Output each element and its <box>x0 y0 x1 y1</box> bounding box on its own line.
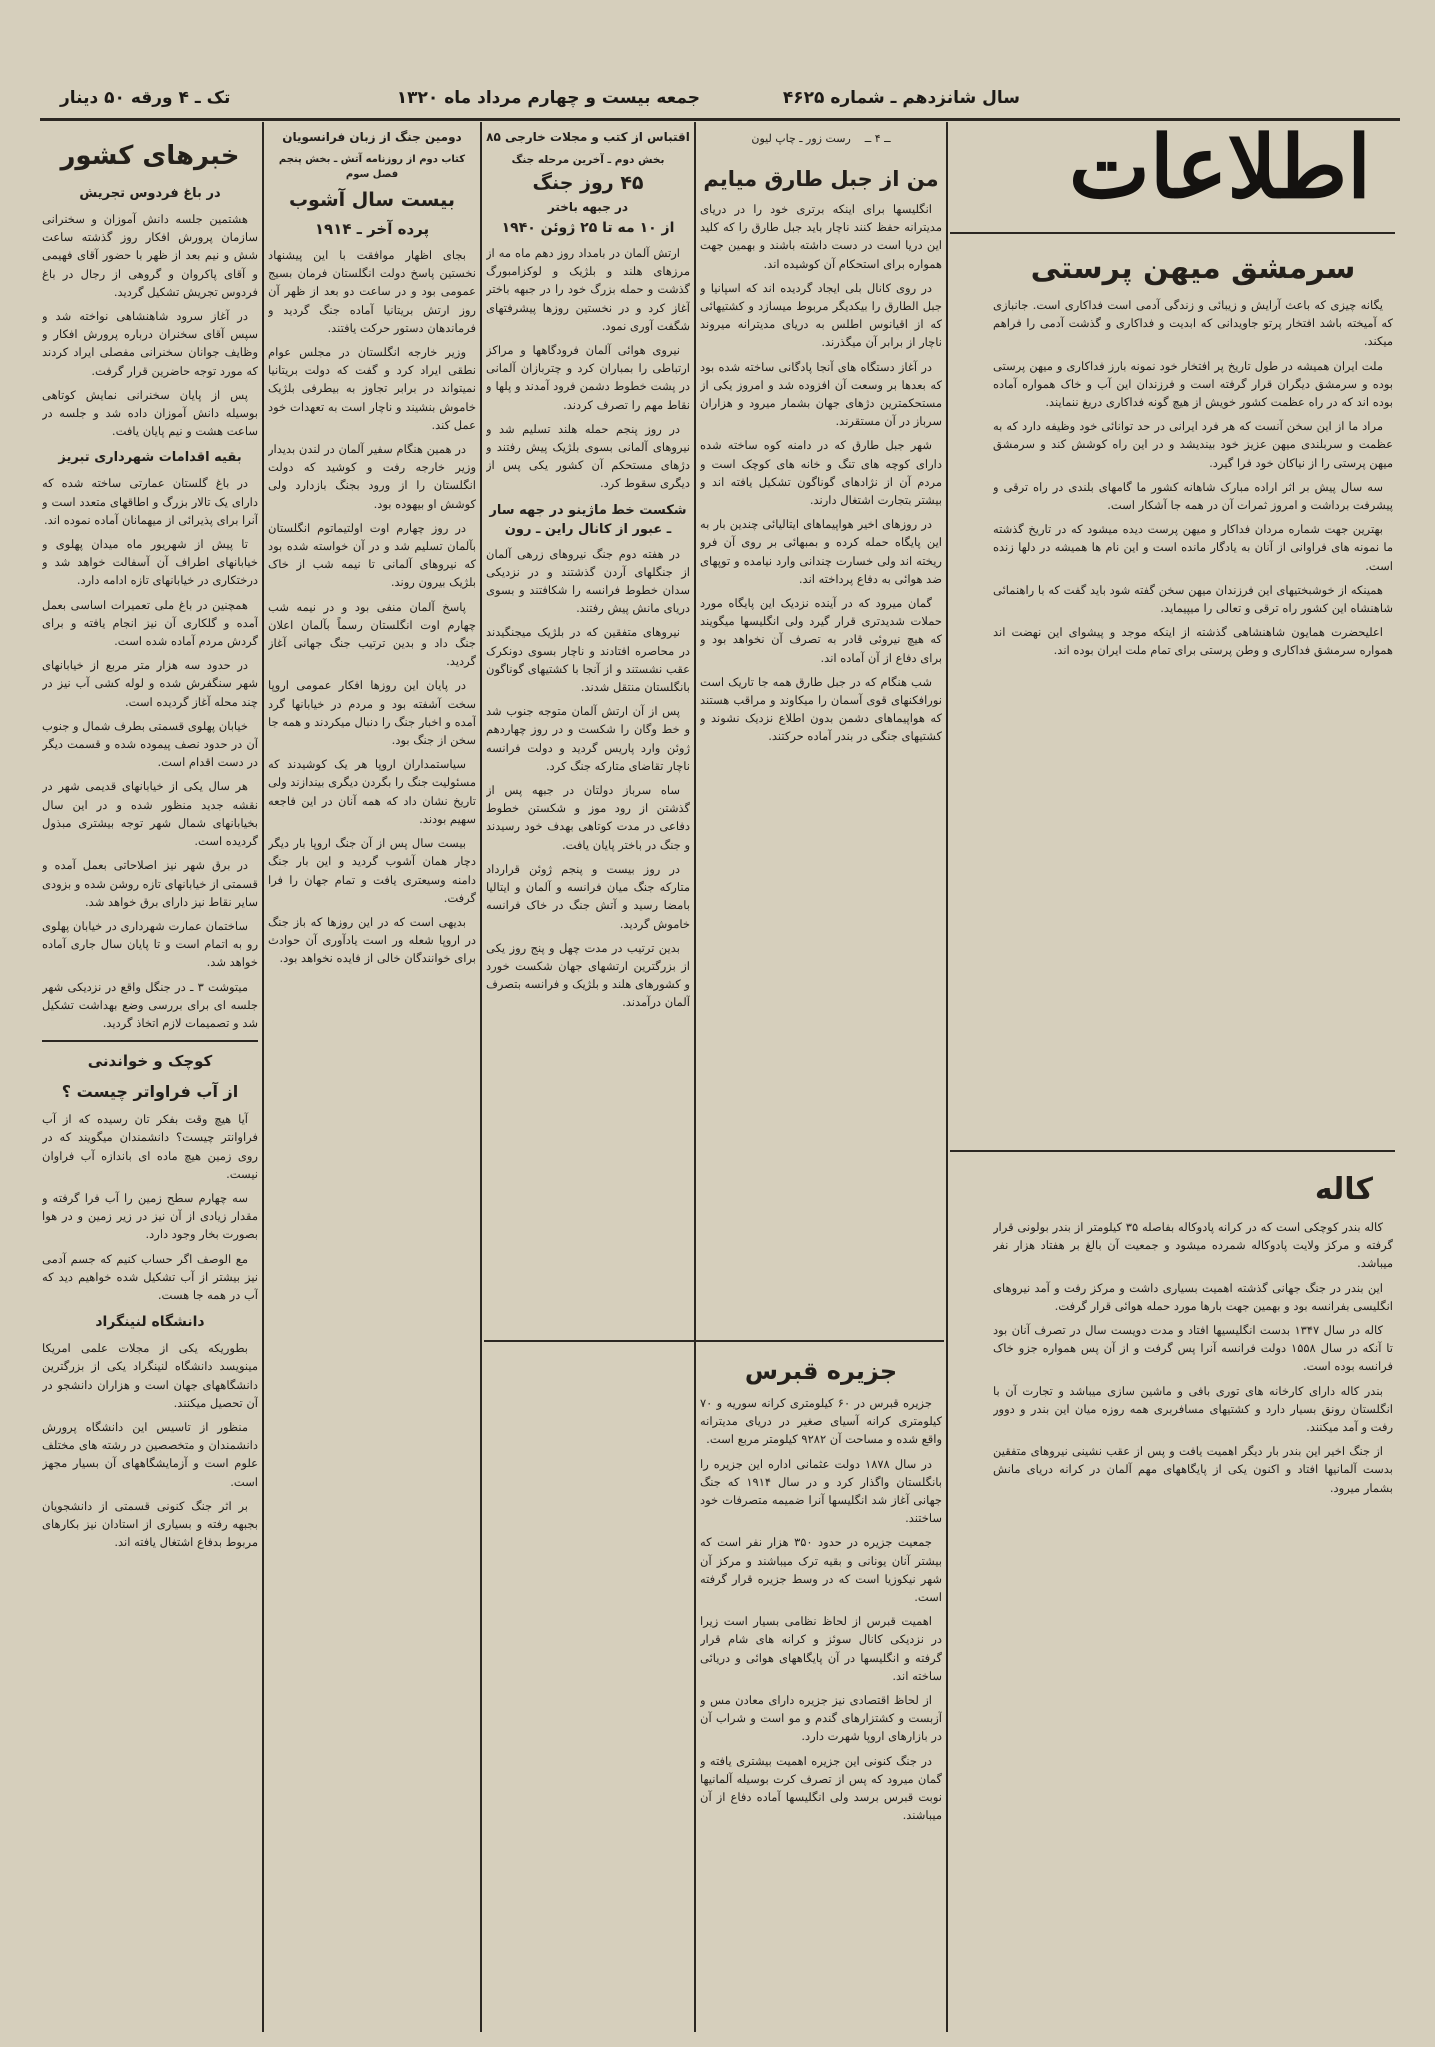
cyprus-paragraph: در سال ۱۸۷۸ دولت عثمانی اداره این جزیره را بانگلستان واگذار کرد و در سال ۱۹۱۴ که جنگ جهانی آغاز شد انگلیسها آنرا ضمیمه متصرفات خود ساختند. <box>700 1456 942 1526</box>
gibraltar-paragraph: در روی کانال بلی ایجاد گردیده اند که اسپانیا و جبل الطارق را بیکدیگر مربوط میسازد و کشتیهائی که از اقیانوس اطلس به دریای مدیترانه میروند ناچار از برابر آن میگذرند. <box>700 280 942 350</box>
gibraltar-article <box>700 156 942 1341</box>
col2-topline <box>700 126 942 154</box>
war45-paragraph: در هفته دوم جنگ نیروهای زرهی آلمان از جنگلهای آردن گذشتند و در نزدیکی سدان خطوط فرانسه را شکافتند و بسوی دریای مانش پیش رفتند. <box>486 546 690 616</box>
twenty-years-subhead: کتاب دوم از روزنامه آتش ـ بخش پنجم فصل سوم <box>278 154 466 180</box>
domestic-news-paragraph: در باغ گلستان عمارتی ساخته شده که دارای یک تالار بزرگ و اطاقهای متعدد است و آنرا برای پذیرائی از میهمانان آماده نموده اند. <box>42 476 258 527</box>
war45-midhead: شکست خط ماژینو در جهه سار ـ عبور از کانال راین ـ رون <box>489 502 687 537</box>
cyprus-title: جزیره قبرس <box>744 1357 898 1385</box>
domestic-news-sub2: بقیه اقدامات شهرداری تبریز <box>58 450 242 466</box>
war45-paragraph: ارتش آلمان در بامداد روز دهم ماه مه از مرزهای هلند و بلژیک و لوکزامبورگ گذشت و حمله بزرگ خود را در جبهه باختر آغاز کرد و در نخستین روزها پیشرفتهای شگفت آوری نمود. <box>486 246 690 333</box>
twenty-years-header: دومین جنگ از زبان فرانسویان <box>282 130 462 144</box>
editorial-paragraph: سه سال پیش بر اثر اراده مبارک شاهانه کشور ما گامهای بلندی در راه ترقی و پیشرفت برداشت و امروز ثمرات آن در همه جا آشکار است. <box>993 479 1393 513</box>
war45-paragraph: ساه سرباز دولتان در جبهه پس از گذشتن از رود موز و شکستن خطوط دفاعی در مدت کوتاهی بهدف خود رسیدند و جنگ در باختر پایان یافت. <box>486 783 690 852</box>
twenty-years-paragraph: بجای اظهار موافقت با این پیشنهاد نخستین پاسخ دولت انگلستان فرمان بسیج عمومی بود و در ساعت دو بعد از ظهر آن روز ارتش بریتانیا آماده جنگ گردید و فرماندهان دستور حرکت یافتند. <box>268 248 476 335</box>
war45-header: اقتباس از کتب و مجلات خارجی ۸۵ <box>486 130 690 144</box>
domestic-news-paragraph: در آغاز سرود شاهنشاهی نواخته شد و سپس آقای سخنران درباره پرورش افکار و وظایف جوانان سخنرانی مفصلی ایراد کردند که مورد توجه حاضرین قرار گرفت. <box>42 309 258 378</box>
war45-paragraph: در روز بیست و پنجم ژوئن قرارداد متارکه جنگ میان فرانسه و آلمان و ایتالیا بامضا رسید و آتش جنگ در خاک فرانسه خاموش گردید. <box>486 861 690 931</box>
domestic-news-paragraph: میتوشت ۳ ـ در جنگل واقع در نزدیکی شهر جلسه ای برای بررسی وضع بهداشت تشکیل شد و تصمیمات لازم اتخاذ گردید. <box>42 979 258 1030</box>
domestic-news-paragraph: پس از پایان سخنرانی نمایش کوتاهی بوسیله دانش آموزان داده شد و جلسه در ساعت هشت و نیم پایان یافت. <box>42 387 258 439</box>
kale-paragraph: کاله بندر کوچکی است که در کرانه پادوکاله بفاصله ۳۵ کیلومتر از بندر بولونی قرار گرفته و مرکز ولایت پادوکاله شمرده میشود و جمعیت آن بالغ بر هفتاد هزار نفر میباشد. <box>993 1220 1393 1271</box>
cyprus-paragraph: اهمیت قبرس از لحاظ نظامی بسیار است زیرا در نزدیکی کانال سوئز و کرانه های شام قرار گرفته و انگلیسها در آن پایگاههای هوائی و دریائی ساخته اند. <box>700 1614 942 1683</box>
small-read-rule <box>42 1040 258 1042</box>
gibraltar-paragraph: در آغاز دستگاه های آنجا پادگانی ساخته شده بود که بعدها بر وسعت آن افزوده شد و امروز یکی از مستحکمترین دژهای جهان بشمار میرود و هزاران سرباز در آن مستقرند. <box>700 359 942 429</box>
divider-1 <box>946 122 948 2032</box>
editorial-paragraph: همینکه از خوشبختیهای این فرزندان میهن سخن گفته شود باید گفت که با راهنمائی شاهنشاه این کشور راه ترقی و تعالی را میپیماید. <box>993 582 1393 616</box>
kale-paragraph: کاله در سال ۱۳۴۷ بدست انگلیسیها افتاد و مدت دویست سال در تصرف آنان بود تا آنکه در سال ۱۵۵۸ دولت فرانسه آنرا پس گرفت و از آن پس همواره جزو خاک فرانسه بوده است. <box>993 1323 1393 1374</box>
leningrad-title: دانشگاه لنینگراد <box>95 1314 205 1331</box>
twenty-years-paragraph: بدیهی است که در این روزها که باز جنگ در اروپا شعله ور است یادآوری آن حوادث برای خوانندگان خالی از فایده نخواهد بود. <box>268 914 476 966</box>
twenty-years-sub2: پرده آخر ـ ۱۹۱۴ <box>314 220 430 238</box>
small-read-paragraph: مع الوصف اگر حساب کنیم که جسم آدمی نیز بیشتر از آب تشکیل شده خواهیم دید که آب در همه جا هست. <box>42 1251 258 1302</box>
gibraltar-paragraph: انگلیسها برای اینکه برتری خود را در دریای مدیترانه حفظ کنند ناچار باید جبل طارق را که کلید این دریا است در دست داشته باشند و بهمین جهت همواره برای استحکام آن کوشیده اند. <box>700 202 942 271</box>
domestic-news-paragraph: در برق شهر نیز اصلاحاتی بعمل آمده و قسمتی از خیابانهای تازه روشن شده و بزودی سایر نقاط نیز دارای برق خواهد شد. <box>42 858 258 909</box>
cyprus-article <box>700 1346 942 2036</box>
small-read-paragraph: آیا هیچ وقت بفکر تان رسیده که از آب فراوانتر چیست؟ دانشمندان میگویند که در روی زمین هیچ ماده ای باندازه آب فراوان نیست. <box>42 1112 258 1181</box>
cyprus-paragraph: جزیره قبرس در ۶۰ کیلومتری کرانه سوریه و ۷۰ کیلومتری کرانه آسیای صغیر در دریای مدیترانه واقع شده و مساحت آن ۹۲۸۲ کیلومتر مربع است. <box>700 1396 942 1447</box>
kale-title: کاله <box>1314 1172 1373 1207</box>
domestic-news-paragraph: در حدود سه هزار متر مربع از خیابانهای شهر سنگفرش شده و لوله کشی آب نیز در چند محله آغاز گردیده است. <box>42 658 258 709</box>
editorial-title: سرمشق میهن پرستی <box>1030 251 1356 286</box>
kale-article <box>993 1160 1393 2030</box>
gibraltar-paragraph: شب هنگام که در جبل طارق همه جا تاریک است نورافکنهای قوی آسمان را میکاوند و مراقب هستند که هواپیماهای دشمن بدون اطلاع نزدیک نشوند و کشتیهای جنگی در بندر آماده حرکتند. <box>700 674 942 744</box>
small-read-title: کوچک و خواندنی <box>87 1052 213 1071</box>
editorial-paragraph: بهترین جهت شماره مردان فداکار و میهن پرست دیده میشود که در تاریخ گذشته ما نمونه های فراوانی از آنان به یادگار مانده است و این نام ها همیشه در دلها زنده است. <box>993 522 1393 573</box>
divider-4 <box>262 122 264 2032</box>
leningrad-paragraph: بر اثر جنگ کنونی قسمتی از دانشجویان بجبهه رفته و بسیاری از استادان نیز بکارهای مربوط بدفاع اشتغال یافته اند. <box>42 1498 258 1550</box>
col2-source: رست زور ـ چاپ لیون <box>751 132 851 145</box>
war45-title: ۴۵ روز جنگ <box>532 172 644 194</box>
twenty-years-paragraph: در روز چهارم اوت اولتیماتوم انگلستان بآلمان تسلیم شد و در آن خواسته شده بود که نیروهای آلمانی تا نیمه شب از خاک بلژیک بیرون روند. <box>268 520 476 590</box>
kale-paragraph: از جنگ اخیر این بندر بار دیگر اهمیت یافت و پس از عقب نشینی نیروهای متفقین بدست آلمانیها افتاد و اکنون یکی از پایگاههای مهم آلمان در کرانه دریای مانش بشمار میرود. <box>993 1444 1393 1495</box>
editorial-paragraph: مراد ما از این سخن آنست که هر فرد ایرانی در حد توانائی خود وظیفه دارد که به عظمت و سربلندی میهن عزیز خود بیندیشد و در این راه کوشش کند و سرمشق میهن پرستی را از نیاکان خود فرا گیرد. <box>993 419 1393 470</box>
gibraltar-paragraph: گمان میرود که در آینده نزدیک این پایگاه مورد حملات شدیدتری قرار گیرد ولی انگلیسها میگویند که هیچ نیروئی قادر به تصرف آن نخواهد بود و برای دفاع از آن آماده اند. <box>700 596 942 665</box>
twenty-years-paragraph: در پایان این روزها افکار عمومی اروپا سخت آشفته بود و مردم در خیابانها گرد آمده و اخبار جنگ را دنبال میکردند و همه جا سخن از جنگ بود. <box>268 678 476 748</box>
divider-3 <box>480 122 482 2032</box>
kale-rule <box>950 1150 1395 1152</box>
twenty-years-paragraph: در همین هنگام سفیر آلمان در لندن بدیدار وزیر خارجه رفت و کوشید که دولت انگلستان را از ورود بجنگ بازدارد ولی کوشش او بیهوده بود. <box>268 442 476 511</box>
editorial-paragraph: اعلیحضرت همایون شاهنشاهی گذشته از اینکه موجد و پیشوای این نهضت اند همواره سرمشق فداکاری و وطن پرستی برای تمام ملت ایران بوده اند. <box>993 625 1393 658</box>
war45-paragraph: بدین ترتیب در مدت چهل و پنج روز یکی از بزرگترین ارتشهای جهان شکست خورد و کشورهای هلند و بلژیک و فرانسه بتصرف آلمان درآمدند. <box>486 940 690 1010</box>
masthead-price: تک ـ ۴ ورقه ۵۰ دینار <box>60 88 231 108</box>
gibraltar-paragraph: در روزهای اخیر هواپیماهای ایتالیائی چندین بار به این پایگاه حمله کرده و بمبهائی بر روی آن فرو ریخته اند ولی خسارت چندانی وارد نیامده و توپهای ضد هوائی به دفاع پرداخته اند. <box>700 517 942 586</box>
gibraltar-paragraph: شهر جبل طارق که در دامنه کوه ساخته شده دارای کوچه های تنگ و خانه های کوچک است و مردم آن از نژادهای گوناگون تشکیل یافته اند و بیشتر بتجارت اشتغال دارند. <box>700 438 942 508</box>
small-read-subtitle: از آب فراواتر چیست ؟ <box>61 1082 239 1102</box>
domestic-news-paragraph: خیابان پهلوی قسمتی بطرف شمال و جنوب آن در حدود نصف پیموده شده و قسمت دیگر در دست اقدام است. <box>42 718 258 770</box>
twenty-years-paragraph: پاسخ آلمان منفی بود و در نیمه شب چهارم اوت انگلستان رسماً بآلمان اعلان جنگ داد و بدین ترتیب جنگ جهانی آغاز گردید. <box>268 599 476 669</box>
war45-paragraph: پس از آن ارتش آلمان متوجه جنوب شد و خط وگان را شکست و در روز چهاردهم ژوئن وارد پاریس گردید و دولت فرانسه ناچار تقاضای متارکه جنگ کرد. <box>486 704 690 773</box>
cyprus-paragraph: در جنگ کنونی این جزیره اهمیت بیشتری یافته و گمان میرود که پس از تصرف کرت بوسیله آلمانیها نوبت قبرس برسد ولی انگلیسها آماده دفاع از آن میباشند. <box>700 1753 942 1823</box>
leningrad-paragraph: منظور از تاسیس این دانشگاه پرورش دانشمندان و متخصصین در رشته های مختلف علوم است و آزمایشگاههای آن بسیار مجهز است. <box>42 1419 258 1489</box>
divider-2 <box>694 122 696 2032</box>
war45-article <box>486 126 690 2031</box>
war45-sub3: از ۱۰ مه تا ۲۵ ژوئن ۱۹۴۰ <box>501 220 675 236</box>
twenty-years-article <box>268 126 476 2031</box>
col2-page-label: ــ ۴ ــ <box>864 132 891 145</box>
domestic-news-paragraph: هشتمین جلسه دانش آموزان و سخنرانی سازمان پرورش افکار روز گذشته ساعت شش و نیم بعد از ظهر با حضور آقای فهیمی و آقای پاکروان و گروهی از رجال در باغ فردوس تجریش تشکیل گردید. <box>42 212 258 299</box>
logo-rule <box>950 232 1395 234</box>
twenty-years-paragraph: وزیر خارجه انگلستان در مجلس عوام نطقی ایراد کرد و گفت که دولت بریتانیا نمیتواند در برابر تجاوز به بیطرفی بلژیک خاموش بنشیند و ناچار است به تعهدات خود عمل کند. <box>268 345 476 432</box>
newspaper-logo: اطلاعات <box>1068 117 1372 218</box>
war45-paragraph: در روز پنجم حمله هلند تسلیم شد و نیروهای آلمانی بسوی بلژیک پیش رفتند و دژهای مستحکم آن کشور یکی پس از دیگری سقوط کرد. <box>486 421 690 491</box>
war45-sub2: در جبهه باختر <box>547 200 629 214</box>
small-read-paragraph: سه چهارم سطح زمین را آب فرا گرفته و مقدار زیادی از آن نیز در زیر زمین و در هوا بصورت بخار وجود دارد. <box>42 1190 258 1242</box>
twenty-years-paragraph: سیاستمداران اروپا هر یک کوشیدند که مسئولیت جنگ را بگردن دیگری بیندازند ولی تاریخ نشان داد که همه آنان در این فاجعه سهیم بودند. <box>268 757 476 826</box>
kale-paragraph: این بندر در جنگ جهانی گذشته اهمیت بسیاری داشت و مرکز رفت و آمد نیروهای انگلیسی بفرانسه بود و بهمین جهت بارها مورد حمله هوائی قرار گرفت. <box>993 1280 1393 1313</box>
twenty-years-paragraph: بیست سال پس از آن جنگ اروپا بار دیگر دچار همان آشوب گردید و این بار جنگ دامنه وسیعتری یافت و تمام جهان را فرا گرفت. <box>268 836 476 905</box>
domestic-news-paragraph: هر سال یکی از خیابانهای قدیمی شهر در نقشه جدید منظور شده و در این سال بخیابانهای شمال شهر توجه بیشتری مبذول گردیده است. <box>42 779 258 849</box>
war45-paragraph: نیروهای متفقین که در بلژیک میجنگیدند در محاصره افتادند و ناچار بسوی دونکرک عقب نشستند و از آنجا با کشتیهای گوناگون بانگلستان منتقل شدند. <box>486 625 690 695</box>
leningrad-paragraph: بطوریکه یکی از مجلات علمی امریکا مینویسد دانشگاه لنینگراد یکی از بزرگترین دانشگاههای جهان است و هزاران دانشجو در آن تحصیل میکنند. <box>42 1341 258 1410</box>
war45-subhead: بخش دوم ـ آخرین مرحله جنگ <box>511 154 665 166</box>
cyprus-paragraph: جمعیت جزیره در حدود ۳۵۰ هزار نفر است که بیشتر آنان یونانی و بقیه ترک میباشند و مرکز آن شهر نیکوزیا است که در وسط جزیره قرار گرفته است. <box>700 1535 942 1605</box>
editorial-column <box>993 240 1393 1155</box>
domestic-news-column <box>42 126 258 2031</box>
domestic-news-title: خبرهای کشور <box>60 141 240 171</box>
cyprus-paragraph: از لحاظ اقتصادی نیز جزیره دارای معادن مس و آزبست و کشتزارهای گندم و مو است و شراب آن در بازارهای اروپا شهرت دارد. <box>700 1693 942 1744</box>
masthead-year-issue: سال شانزدهم ـ شماره ۴۶۲۵ <box>782 88 1020 108</box>
kale-paragraph: بندر کاله دارای کارخانه های توری بافی و ماشین سازی میباشد و تجارت آن با انگلستان رونق بسیار دارد و کشتیهای مسافربری همه روزه میان این بندر و دوور رفت و آمد میکنند. <box>993 1383 1393 1435</box>
editorial-paragraph: ملت ایران همیشه در طول تاریخ پر افتخار خود نمونه بارز فداکاری و میهن پرستی بوده و سرمشق دیگران قرار گرفته است و فرزندان این آب و خاک همواره آماده بوده اند که در راه عظمت کشور خویش از هیچ گونه فداکاری دریغ ننمایند. <box>993 358 1393 410</box>
domestic-news-sub1: در باغ فردوس تجریش <box>79 186 221 201</box>
gibraltar-title: من از جبل طارق میایم <box>703 167 939 191</box>
domestic-news-paragraph: تا پیش از شهریور ماه میدان پهلوی و خیابانهای اطراف آن آسفالت خواهد شد و درختکاری در خیابانهای تازه ادامه دارد. <box>42 537 258 588</box>
domestic-news-paragraph: همچنین در باغ ملی تعمیرات اساسی بعمل آمده و گلکاری آن نیز انجام یافته و برای گردش مردم آماده شده است. <box>42 597 258 649</box>
masthead-date: جمعه بیست و چهارم مرداد ماه ۱۳۲۰ <box>396 88 700 108</box>
twenty-years-title: بیست سال آشوب <box>288 189 456 211</box>
editorial-paragraph: یگانه چیزی که باعث آرایش و زیبائی و زندگی آدمی است فداکاری است. جانبازی که آمیخته باشد افتخار پرتو جاویدانی که ابدیت و فداکاری و گذشت آدمی را فراهم میکند. <box>993 298 1393 349</box>
domestic-news-paragraph: ساختمان عمارت شهرداری در خیابان پهلوی رو به اتمام است و تا پایان سال جاری آماده خواهد شد. <box>42 918 258 970</box>
war45-paragraph: نیروی هوائی آلمان فرودگاهها و مراکز ارتباطی را بمباران کرد و چتربازان آلمانی در پشت خطوط دشمن فرود آمدند و پلها و نقاط مهم را تصرف کردند. <box>486 343 690 412</box>
